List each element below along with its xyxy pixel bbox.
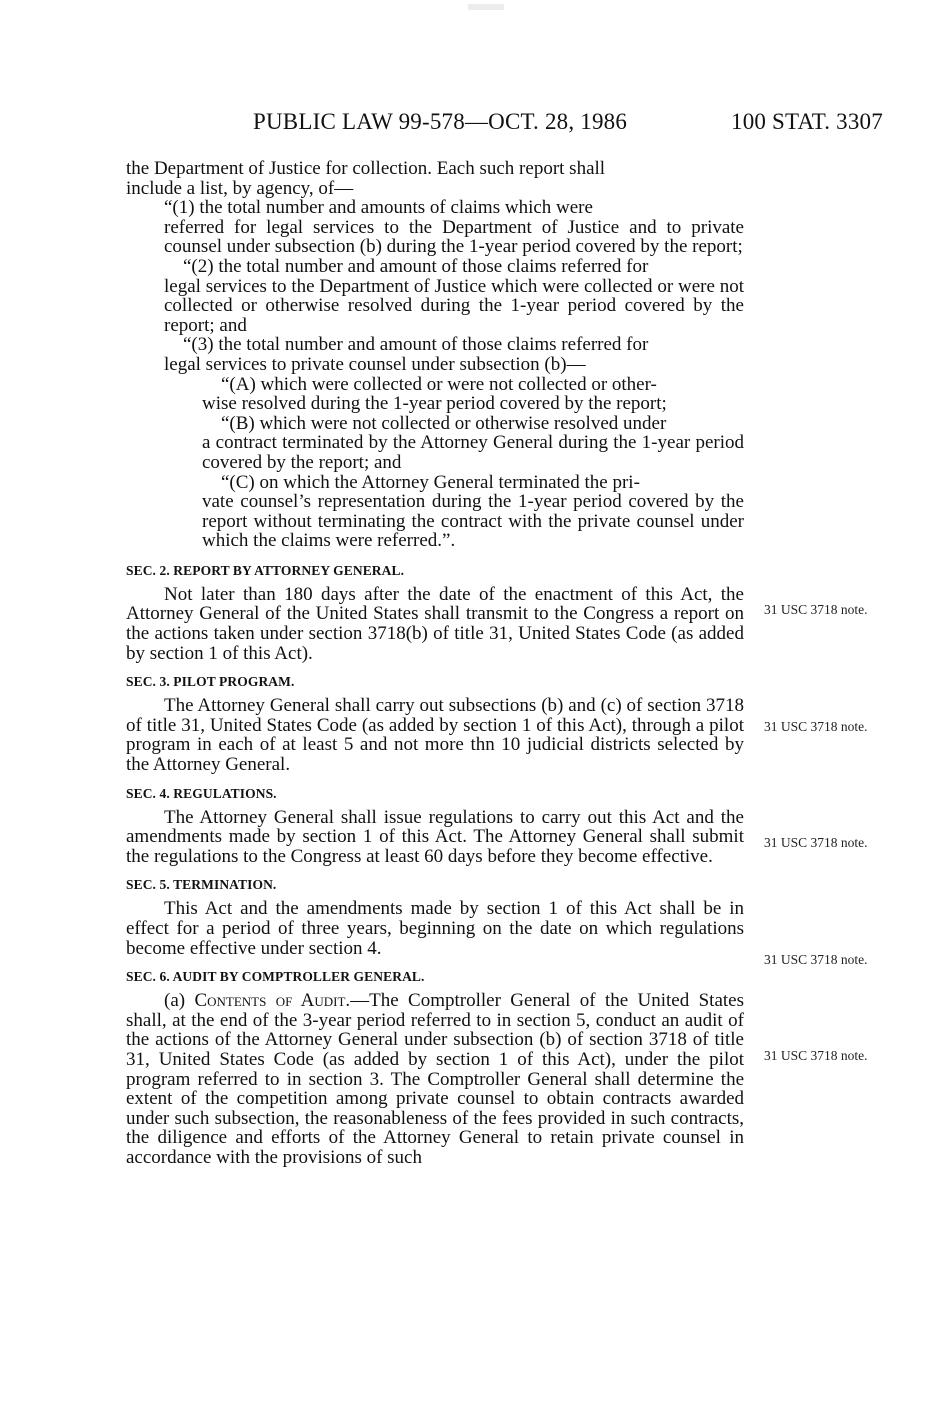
section-5-heading: SEC. 5. TERMINATION. — [126, 877, 277, 893]
section-6-subsection-title: Contents of Audit — [194, 990, 346, 1012]
list-item-2-rest: legal services to the Department of Justice which were collected or were not collected or otherwise resolved during the 1-year period covered by the report; and — [164, 275, 744, 336]
document-body — [126, 159, 744, 1168]
margin-note-sec-4: 31 USC 3718 note. — [764, 835, 868, 850]
section-4-heading: SEC. 4. REGULATIONS. — [126, 785, 277, 801]
list-item-3-first: “(3) the total number and amount of those claims referred for — [183, 334, 649, 356]
scan-artifact — [468, 4, 504, 10]
sub-item-b-first: “(B) which were not collected or otherwise resolved under — [221, 412, 667, 434]
section-5-text: This Act and the amendments made by section 1 of this Act shall be in effect for a period of three years, beginning on the date on which regulations become effective under section 4. — [126, 898, 744, 959]
section-2-heading: SEC. 2. REPORT BY ATTORNEY GENERAL. — [126, 562, 405, 578]
section-6-subsection-prefix: (a) — [164, 990, 195, 1012]
list-item-1-first: “(1) the total number and amounts of claims which were — [164, 197, 593, 219]
sub-item-a-first: “(A) which were collected or were not collected or other- — [221, 373, 657, 395]
section-4-text: The Attorney General shall issue regulations to carry out this Act and the amendments made by section 1 of this Act. The Attorney General shall submit the regulations to the Congress at least 60 days before they become effective. — [126, 806, 744, 867]
list-item-1-rest: referred for legal services to the Department of Justice and to private counsel under subsection (b) during the 1-year period covered by the report; — [164, 216, 744, 258]
section-6-heading: SEC. 6. AUDIT BY COMPTROLLER GENERAL. — [126, 969, 425, 985]
page-header-stat: 100 STAT. 3307 — [731, 109, 883, 134]
intro-line-2: include a list, by agency, of— — [126, 177, 354, 199]
section-6-text — [126, 991, 744, 1167]
margin-note-sec-2: 31 USC 3718 note. — [764, 602, 868, 617]
sub-item-a-rest: wise resolved during the 1-year period covered by the report; — [202, 393, 667, 415]
sub-item-c-first: “(C) on which the Attorney General terminated the pri- — [221, 471, 640, 493]
list-item-2-first: “(2) the total number and amount of those claims referred for — [183, 255, 649, 277]
margin-note-sec-5: 31 USC 3718 note. — [764, 952, 868, 967]
page-header-title: PUBLIC LAW 99-578—OCT. 28, 1986 — [253, 109, 628, 134]
margin-note-sec-3: 31 USC 3718 note. — [764, 719, 868, 734]
section-3-heading: SEC. 3. PILOT PROGRAM. — [126, 674, 295, 690]
sub-item-b-rest: a contract terminated by the Attorney General during the 1-year period covered by the report; and — [202, 432, 744, 473]
section-2-text: Not later than 180 days after the date of the enactment of this Act, the Attorney General of the United States shall transmit to the Congress a report on the actions taken under section 3718(b) of title 31, United States Code (as added by section 1 of this Act). — [126, 583, 744, 664]
section-3-text: The Attorney General shall carry out subsections (b) and (c) of section 3718 of title 31, United States Code (as added by section 1 of this Act), through a pilot program in each of at least 5 and not more thn 10 judicial districts selected by the Attorney General. — [126, 695, 744, 776]
section-6-body: .—The Comptroller General of the United States shall, at the end of the 3-year period referred to in section 5, conduct an audit of the actions of the Attorney General under subsection (b) of section 3718 of title 31, United States Code (as added by section 1 of this Act), under the pilot program referred to in section 3. The Comptroller General shall determine the extent of the competition among private counsel to obtain contracts awarded under such subsection, the reasonableness of the fees provided in such contracts, the diligence and efforts of the Attorney General to retain private counsel in accordance with the provisions of such — [126, 990, 744, 1168]
list-item-3-rest: legal services to private counsel under subsection (b)— — [164, 353, 586, 375]
intro-line-1: the Department of Justice for collection. Each such report shall — [126, 158, 606, 179]
margin-note-sec-6: 31 USC 3718 note. — [764, 1048, 868, 1063]
sub-item-c-rest: vate counsel’s representation during the 1-year period covered by the report without terminating the contract with the private counsel under which the claims were referred.”. — [202, 491, 744, 552]
